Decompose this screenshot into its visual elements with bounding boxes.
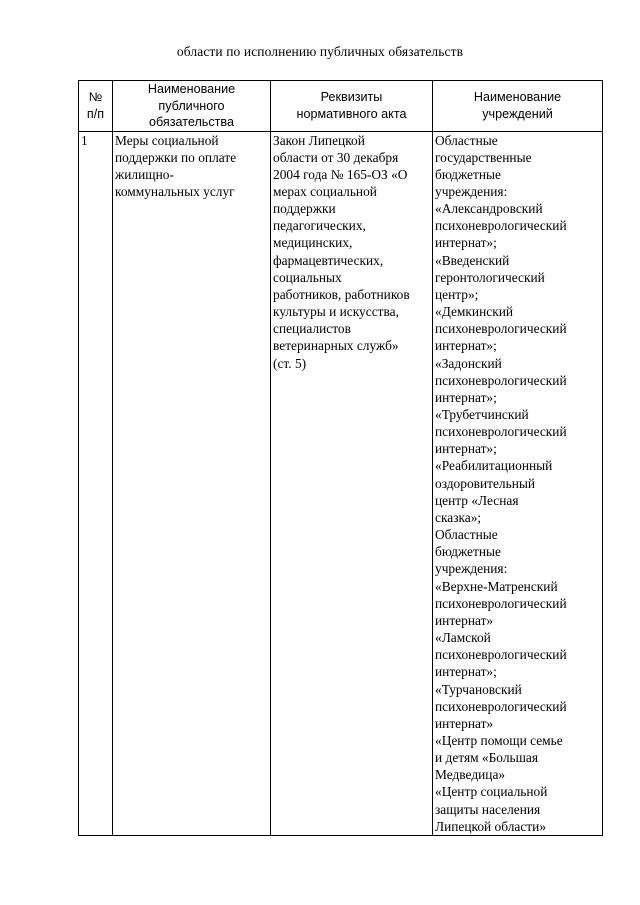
cell-line: медицинских,: [273, 235, 353, 251]
institutions-cell: [433, 131, 603, 835]
cell-line: Меры социальной: [115, 132, 219, 148]
document-heading: области по исполнению публичных обязательств: [176, 44, 464, 59]
cell-line: интернат»: [435, 612, 494, 628]
header-act-requisites: [271, 81, 433, 132]
cell-line: учреждения:: [435, 183, 508, 199]
cell-line: оздоровительный: [435, 475, 536, 491]
cell-line: поддержки: [273, 201, 336, 217]
cell-line: Закон Липецкой: [273, 132, 365, 148]
cell-line: Областные: [435, 132, 498, 148]
cell-line: интернат»;: [435, 389, 497, 405]
cell-line: бюджетные: [435, 166, 501, 182]
cell-line: Реквизиты: [320, 90, 383, 105]
header-institutions: [433, 81, 603, 132]
cell-line: психоневрологический: [435, 595, 567, 611]
cell-line: интернат»;: [435, 664, 497, 680]
cell-line: публичного: [158, 98, 225, 113]
cell-line: «Задонский: [435, 355, 502, 371]
cell-line: психоневрологический: [435, 698, 567, 714]
header-number: [79, 81, 113, 132]
cell-line: педагогических,: [273, 218, 366, 234]
cell-line: «Верхне-Матренский: [435, 578, 558, 594]
cell-line: центр «Лесная: [435, 492, 519, 508]
cell-line: психоневрологический: [435, 647, 567, 663]
cell-line: «Демкинский: [435, 304, 514, 320]
cell-line: социальных: [273, 269, 342, 285]
cell-line: «Трубетчинский: [435, 407, 529, 422]
cell-line: Липецкой области»: [435, 818, 547, 834]
cell-line: Наименование: [473, 90, 562, 105]
cell-line: (ст. 5): [273, 355, 307, 371]
cell-line: бюджетные: [435, 544, 501, 560]
table-row: [79, 131, 603, 835]
cell-line: «Турчановский: [435, 681, 522, 697]
cell-line: интернат»;: [435, 338, 497, 354]
cell-line: коммунальных услуг: [115, 183, 235, 199]
cell-line: нормативного акта: [296, 106, 407, 121]
cell-line: 2004 года № 165-ОЗ «О: [273, 166, 408, 182]
cell-line: Наименование: [147, 82, 236, 96]
cell-line: интернат»;: [435, 441, 497, 457]
cell-line: работников, работников: [273, 286, 410, 302]
row-number-cell: 1: [79, 131, 113, 835]
cell-line: области от 30 декабря: [273, 149, 399, 165]
cell-line: «Реабилитационный: [435, 458, 553, 474]
cell-line: интернат»: [435, 715, 494, 731]
cell-line: специалистов: [273, 321, 351, 337]
cell-line: №: [88, 90, 103, 105]
cell-line: геронтологический: [435, 269, 545, 285]
cell-line: поддержки по оплате: [115, 149, 237, 165]
cell-line: п/п: [86, 106, 105, 121]
cell-line: защиты населения: [435, 801, 541, 817]
cell-line: «Ламской: [435, 630, 491, 646]
act-cell: [271, 131, 433, 835]
cell-line: «Центр социальной: [435, 784, 548, 800]
cell-line: обязательства: [148, 115, 234, 129]
header-obligation-name: [113, 81, 271, 132]
table-header-row: [79, 81, 603, 132]
cell-line: центр»;: [435, 286, 479, 302]
cell-line: психоневрологический: [435, 372, 567, 388]
cell-line: учреждений: [482, 106, 553, 121]
cell-line: государственные: [435, 149, 532, 165]
obligations-table: [78, 80, 603, 836]
obligation-cell: [113, 131, 271, 835]
cell-line: «Центр помощи семье: [435, 732, 563, 748]
cell-line: психоневрологический: [435, 424, 567, 440]
cell-line: психоневрологический: [435, 321, 567, 337]
cell-line: ветеринарных служб»: [273, 338, 399, 354]
cell-line: и детям «Большая: [435, 750, 539, 766]
cell-line: учреждения:: [435, 561, 508, 577]
cell-line: «Александровский: [435, 201, 543, 217]
cell-line: Областные: [435, 527, 498, 543]
cell-line: интернат»;: [435, 235, 497, 251]
cell-line: Медведица»: [435, 767, 506, 783]
cell-line: фармацевтических,: [273, 252, 384, 268]
cell-line: мерах социальной: [273, 183, 377, 199]
cell-line: сказка»;: [435, 509, 482, 525]
cell-line: «Введенский: [435, 252, 510, 268]
cell-line: жилищно-: [115, 166, 174, 182]
cell-line: психоневрологический: [435, 218, 567, 234]
cell-line: культуры и искусства,: [273, 304, 399, 320]
